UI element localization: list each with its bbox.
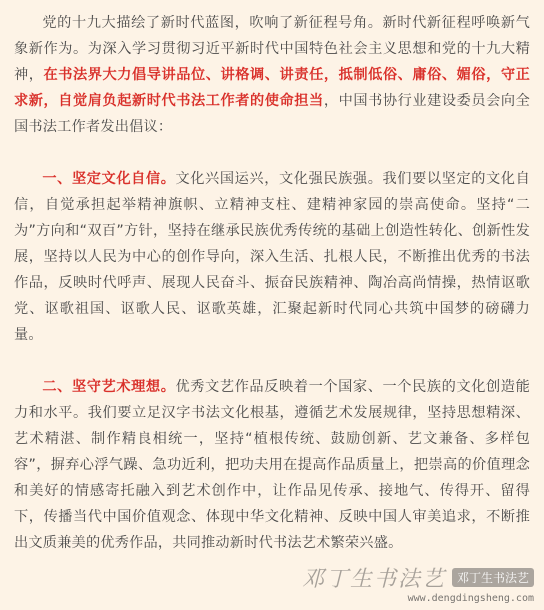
section-1-text: 文化兴国运兴，文化强民族强。我们要以坚定的文化自信，自觉承担起举精神旗帜、立精神支柱、建精神家园的崇高使命。坚持“二为”方向和“双百”方针，坚持在继承民族优秀传统的基础上创造性转化、创新性发展，坚持以人民为中心的创作导向，深入生活、扎根人民，不断推出优秀的书法作品，反映时代呼声、展现人民奋斗、振奋民族精神、陶冶高尚情操，热情讴歌党、讴歌祖国、讴歌人民、讴歌英雄，汇聚起新时代同心共筑中国梦的磅礴力量。 bbox=[14, 171, 530, 343]
watermark-calligraphy: 邓丁生书法艺 bbox=[301, 567, 446, 592]
section-2-heading: 二、坚守艺术理想。 bbox=[42, 379, 176, 395]
paragraph-section-2 bbox=[14, 374, 530, 556]
paragraph-section-1 bbox=[14, 166, 530, 348]
watermark-badge: 邓丁生书法艺 bbox=[452, 568, 534, 587]
intro-text-2: ，中国书协行业建设委员会向全国书法工作者发出倡议： bbox=[14, 93, 530, 135]
watermark-url: www.dengdingsheng.com bbox=[407, 593, 534, 604]
paragraph-gap bbox=[14, 140, 530, 166]
intro-highlight: 在书法界大力倡导讲品位、讲格调、讲责任，抵制低俗、庸俗、媚俗，守正求新，自觉肩负起新时代书法工作者的使命担当 bbox=[14, 67, 530, 109]
section-1-heading: 一、坚定文化自信。 bbox=[42, 171, 176, 187]
watermark-row bbox=[302, 562, 534, 593]
paragraph-intro bbox=[14, 10, 530, 140]
site-watermark bbox=[302, 562, 534, 604]
section-2-text: 优秀文艺作品反映着一个国家、一个民族的文化创造能力和水平。我们要立足汉字书法文化根基，遵循艺术发展规律，坚持思想精深、艺术精湛、制作精良相统一，坚持“植根传统、鼓励创新、艺文兼备、多样包容”，摒弃心浮气躁、急功近利，把功夫用在提高作品质量上，把崇高的价值理念和美好的情感寄托融入到艺术创作中，让作品见传承、接地气、传得开、留得下，传播当代中国价值观念、体现中华文化精神、反映中国人审美追求，不断推出文质兼美的优秀作品，共同推动新时代书法艺术繁荣兴盛。 bbox=[14, 379, 530, 551]
intro-text-1: 党的十九大描绘了新时代蓝图，吹响了新征程号角。新时代新征程呼唤新气象新作为。为深入学习贯彻习近平新时代中国特色社会主义思想和党的十九大精神， bbox=[14, 15, 530, 83]
paragraph-gap bbox=[14, 348, 530, 374]
